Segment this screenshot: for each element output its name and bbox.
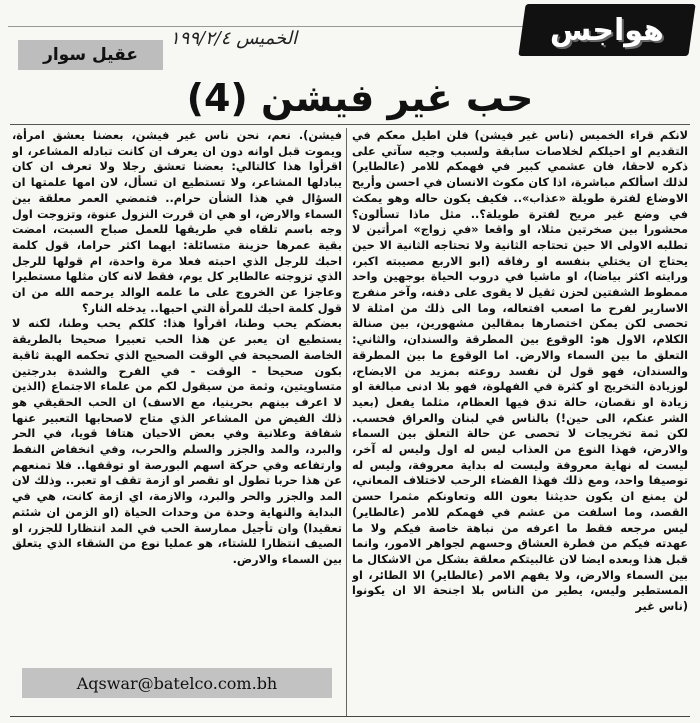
column-divider [346,128,347,716]
column-title-banner [518,4,695,56]
author-name: عقيل سوار [18,40,163,70]
handwritten-date: الخميس ١٩٩/٢/٤ [170,28,298,49]
article-paragraph: فيشن). نعم، نحن ناس غير فيشن، بعضنا يعشق امرأة، ويموت قبل اوانه دون ان يعرف ان كانت تبادله المشاعر، او اقرأوا هذا كالتالي: بعضنا تعشق رجلا ولا تعرف ان كان يبادلها المشاعر، ولا تستطيع ان تسأل، لان امها علمتها ان السؤال في هذا الشأن حرام.. فتمضي العمر معلقة بين السماء والارض، او هي ان قررت النزول عنوة، وتزوجت اول وجه باسم تلقاه في طريقها للعمل صباح السبت، امضت بقية عمرها حزينة متسائلة: ايهما اكثر حراما، قول كلمة احبك للرجل الذي احبته فعلا مرة واحدة، ام قولها للرجل الذي تزوجته عالطاير كل يوم، فقط لانه كان مثلها مستطيرا وعاجزا عن الخروج على ما علمه الوالد يرحمه الله من ان قول كلمة احبك للمرأة التي احبها.. يدخله النار؟ [12,129,342,315]
bottom-rule [10,716,690,717]
article-paragraph: بعضكم يحب وطنا، اقرأوا هذا: كلكم يحب وطنا، لكنه لا يستطيع ان يعبر عن هذا الحب تعبيرا صحيحا بالطريقة الخاصة الصحيحة في الوقت الصحيح الذي تحكمه الهبة ثاقبة بكون صحيحا - الوقت - في الفرح والشدة بدرجتين متساويتين، وثمة من سيقول لكم من علماء الاجتماع (الذين لا اعرف بينهم بحرينيا، مع الاسف) ان الحب الحقيقي هو ذلك الفيض من المشاعر الذي متاح لاصحابها التعبير عنها شفافة وعلانية وفي بعض الاحيان هتافا قويا، في الحر والبرد، والمد والجزر والسلم والحرب، وفي انخفاض النفط وارتفاعه وفي حركة اسهم البورصة او توقفها.. فلا تمنعهم عن هذا حربا تطول او تقصر او ازمة تقف او تعبر.. وذلك لان المد والجزر والحر والبرد، والازمة، اي ازمة كانت، هي في البداية والنهاية وحدة من وحدات الحياة (او الزمن ان شئتم تعقيدا) وان تأجيل ممارسة الحب في المد انتظارا للجزر، او الصيف انتظارا للشتاء، هو عمليا نوع من الشقاء الذي يتعلق بين السماء والارض. [12,317,342,566]
column-title: هواجس [550,12,664,48]
article-title: حب غير فيشن (4) [186,76,534,120]
article-column-right [352,128,688,718]
article-paragraph: لانكم قراء الخميس (ناس غير فيشن) فلن اطيل معكم في التقديم او احيلكم لخلاصات سابقة ولسبب وجيه سآتي على ذكره لاحقا، فان عشمي كبير في فهمكم للامر (عالطاير) لذلك اسألكم مباشرة، اذا كان مكوث الانسان في احسن وأريح الاوضاع لفترة طويلة «عذاب».. فكيف يكون حاله وهو يمكث في وضع غير مريح لفترة طويلة؟.. مثل ماذا تسألون؟ محشورا بين صخرتين مثلا، او واقعا «في زواج» امرأتين لا تطلبه الاولى الا حين تحتاجه الثانية ولا تحتاجه الثانية الا حين يحتاج ان يختلي بنفسه او رفاقه (ابو الاربع مصيبته اكبر، ورايته اكثر بياضا)، او ماشيا في دروب الحياة بوجهين واحد ممطوط الشفتين لحزن ثقيل لا يقوى على دفنه، وآخر منفرج الاسارير لفرح ما اصعب افتعاله، وما الى ذلك من امثلة لا تحصى لكن يمكن اختصارها بمقالين مشهورين، بين صنالة الكلام، الاول هو: الوقوع بين المطرقة والسندان، والثاني: التعلق ما بين السماء والارض. اما الوقوع ما بين المطرقة والسندان، فهو قول لن نفسد روعته بمزيد من الايضاح، لوزيادة التخريج او كثرة في الفهلوة، فهو بلا ادنى مبالغة او زيادة او نقصان، حالة تدق فيها العظام، مثلما يفعل (بعيد الشر عنكم، الى حين!) بالناس في لبنان والعراق فحسب. لكن ثمة تخريجات لا تحصى عن حالة التعلق بين السماء والارض، فهذا النوع من العذاب ليس له اول وليس له آخر، ليست له نهاية معروفة وليست له بداية معروفة، وليس له توصيفا واحد، ومع ذلك فهذا الفضاء الرحب لاختلاف المعاني، لن يمنع ان يكون حديثنا بعون الله وتعاونكم مثمرا حسن القصد، وما اسلفت من عشم في فهمكم للامر (عالطاير) ليس مرجعه فقط ما اعرفه من نباهة خاصة فيكم ولا ما عهدته فيكم من فطرة العشاق وحسهم لجواهر الامور، وانما قبل هذا وبعده ايضا لان غالبيتكم معلقة بشكل من الاشكال ما بين السماء والارض، ولا يفهم الامر (عالطاير) الا الطائر، او المستطير وليس، يطير من الناس بلا اجنحة الا ان يكونوا (ناس غير [352,129,688,614]
author-email: Aqswar@batelco.com.bh [22,668,332,698]
article-column-left [12,128,342,658]
title-rule [10,124,690,125]
